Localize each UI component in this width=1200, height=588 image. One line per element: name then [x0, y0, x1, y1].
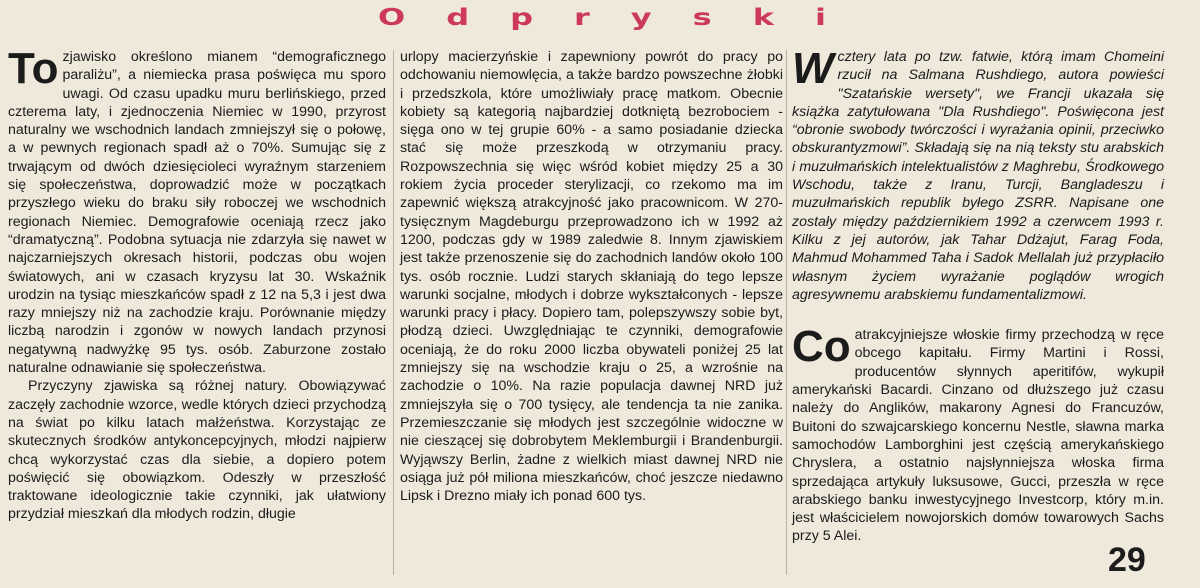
- section-header-title: Odpryski: [378, 3, 867, 31]
- dropcap: Co: [792, 322, 851, 372]
- article-3-paragraph: [792, 322, 1164, 546]
- column-divider: [393, 50, 394, 575]
- article-1-paragraph-1: [8, 44, 386, 377]
- dropcap: W: [792, 44, 834, 93]
- article-2-paragraph: [792, 44, 1164, 304]
- dropcap: To: [8, 44, 59, 93]
- article-1-paragraph-3: urlopy macierzyńskie i zapewniony powrót do pracy po odchowaniu niemowlęcia, a także bardzo powszechne żłobki i przedszkola, które umożliwiały pracę matkom. Obecnie kobiety są kategorią najbardziej dotkniętą bezrobociem - sięga ono w tej grupie 60% - a samo posiadanie dziecka stać się może przeszkodą w otrzymaniu pracy. Rozpowszechnia się więc wśród kobiet między 25 a 30 rokiem życia proceder sterylizacji, co rzekomo ma im zapewnić większą atrakcyjność jako pracownicom. W 270-tysięcznym Magdeburgu przeprowadzono ich w 1992 aż 1200, podczas gdy w 1989 zaledwie 8. Innym zjawiskiem jest także przenoszenie się do zachodnich landów około 100 tys. osób rocznie. Ludzi starych skłaniają do tego lepsze warunki socjalne, młodych i dobrze wykształconych - lepsze warunki pracy i płacy. Dopiero tam, polepszywszy sobie byt, płodzą dzieci. Uwzględniając te czynniki, demografowie oceniają, że do roku 2000 liczba obywateli poniżej 25 lat zmniejszy się na wschodzie kraju o 25, a wzrośnie na zachodzie o 10%. Na razie populacja dawnej NRD już zmniejszyła się o 700 tysięcy, ale tendencja ta nie zanika. Przemieszczanie się młodych jest szczególnie widoczne w nie cieszącej się dobrobytem Meklemburgii i Brandenburgii. Wyjąwszy Berlin, żadne z wielkich miast dawnej NRD nie osiąga już pół miliona mieszkańców, choć jeszcze niedawno Lipsk i Drezno miały ich ponad 600 tys.: [400, 49, 783, 505]
- paragraph-text: atrakcyjniejsze włoskie firmy przechodzą w ręce obcego kapitału. Firmy Martini i Rossi, producentów słynnych aperitifów, wykupił amerykański Bacardi. Cinzano od dłuższego już czasu należy do Anglików, makarony Agnesi do Francuzów, Buitoni do szwajcarskiego koncernu Nestle, sławna marka samochodów Lamborghini jest częścią amerykańskiego Chryslera, a ostatnio najsłynniejsza włoska firma sprzedająca artykuły luksusowe, Gucci, przeszła w ręce arabskiego banku inwestycyjnego Investcorp, który m.in. jest właścicielem nowojorskich domów towarowych Sachs przy 5 Alei.: [792, 327, 1164, 545]
- paragraph-text: zjawisko określono mianem “demograficznego paraliżu”, a niemiecka prasa poświęca mu sporo uwagi. Od czasu upadku muru berlińskiego, przed czterema laty, i zjednoczenia Niemiec w 1990, przyrost naturalny we wschodnich landach zmniejszył się o połowę, a w pewnych regionach spadł aż o 70%. Sumując się z trwającym od dwóch dziesięcioleci wyraźnym starzeniem się społeczeństwa, doprowadzić może w początkach przyszłego wieku do braku siły roboczej we wschodnich regionach Niemiec. Demografowie oceniają rzecz jako “dramatyczną”. Podobna sytuacja nie zdarzyła się nawet w najczarniejszych okresach historii, podczas obu wojen światowych, ani w czasach kryzysu lat 30. Wskaźnik urodzin na tysiąc mieszkańców spadł z 12 na 5,3 i jest dwa razy mniejszy niż na zachodzie kraju. Porównanie między liczbą narodzin i zgonów w nowych landach przynosi negatywną nadwyżkę 95 tys. osób. Zaburzone zostało naturalne odnawianie się społeczeństwa.: [8, 49, 386, 377]
- article-column-3: [792, 44, 1164, 546]
- article-1-paragraph-2: Przyczyny zjawiska są różnej natury. Obowiązywać zaczęły zachodnie wzorce, wedle których dzieci przychodzą na świat po kilku latach małżeństwa. Korzystając ze skutecznych środków antykoncepcyjnych, młodzi najpierw chcą wykorzystać czas dla siebie, a dopiero potem poświęcić się obowiązkom. Odeszły w przeszłość traktowane ideologicznie takie czynniki, jak ułatwiony przydział mieszkań dla młodych rodzin, długie: [8, 378, 386, 523]
- article-column-1: [8, 44, 386, 524]
- column-divider: [786, 50, 787, 575]
- page-number: 29: [1108, 541, 1146, 579]
- article-column-2: [400, 48, 783, 505]
- paragraph-text: cztery lata po tzw. fatwie, którą imam Chomeini rzucił na Salmana Rushdiego, autora powieści "Szatańskie wersety", we Francji ukazała się książka zatytułowana "Dla Rushdiego". Poświęcona jest “obronie swobody twórczości i wyrażania opinii, przeciwko obskurantyzmowi”. Składają się na nią teksty stu arabskich i muzułmańskich intelektualistów z Maghrebu, Środkowego Wschodu, także z Iranu, Turcji, Bangladeszu i muzułmańskich republik byłego ZSRR. Napisane one zostały między październikiem 1992 a czerwcem 1993 r. Kilku z jej autorów, jak Tahar Ddżajut, Farag Foda, Mahmud Mohammed Taha i Sadok Mellalah już przypłaciło własnym życiem wyrażanie poglądów wrogich agresywnemu arabskiemu fundamentalizmowi.: [792, 49, 1164, 303]
